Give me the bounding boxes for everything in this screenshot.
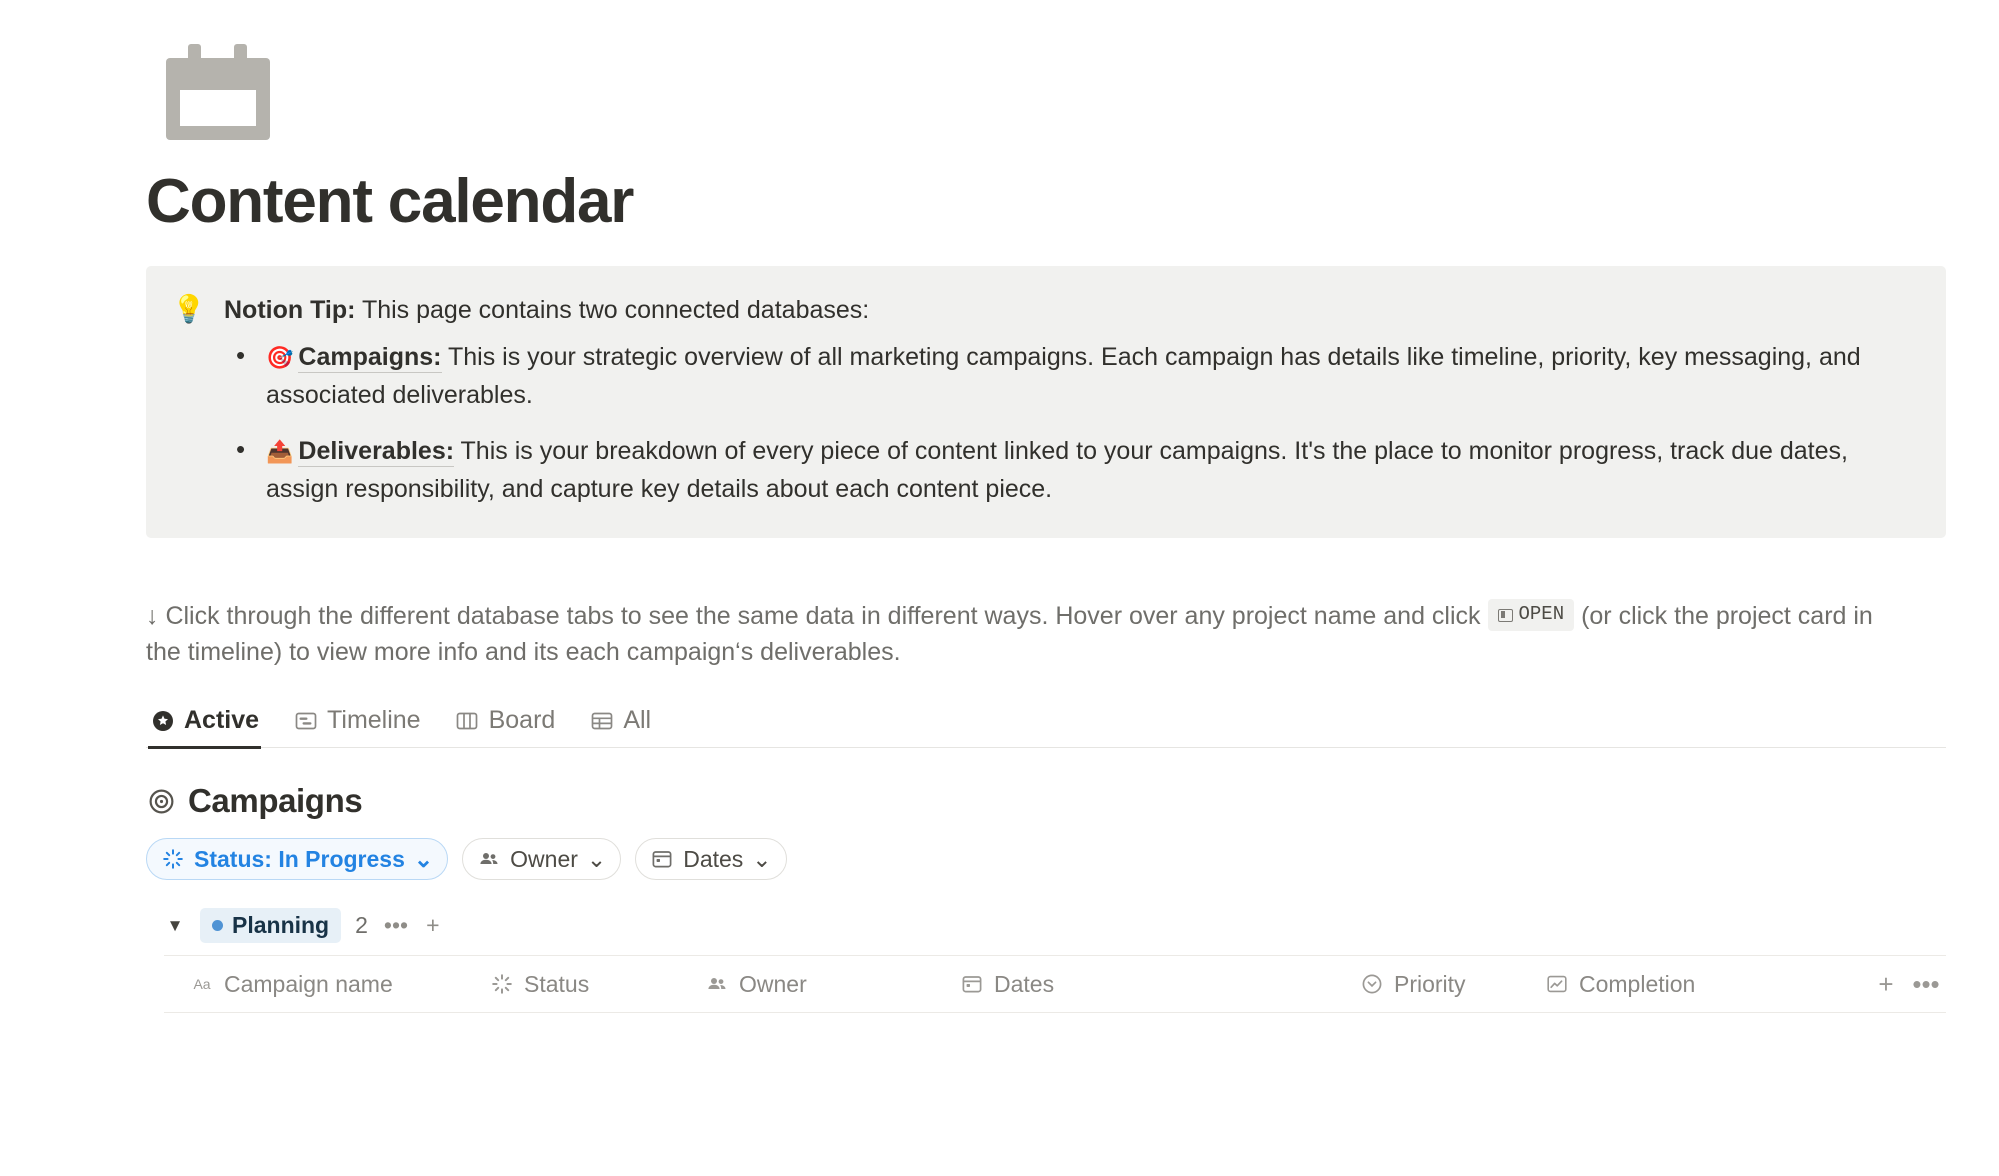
open-page-icon — [1498, 609, 1513, 622]
filter-label: Owner — [510, 845, 578, 872]
tab-board[interactable] — [453, 700, 558, 747]
database-view-tabs — [146, 700, 1946, 748]
column-label: Priority — [1394, 970, 1466, 997]
callout-lead — [224, 292, 1916, 330]
target-emoji-icon: 🎯 — [266, 344, 294, 370]
callout-lead-rest: This page contains two connected databases: — [355, 296, 870, 325]
chevron-down-icon: ⌄ — [413, 845, 434, 872]
star-badge-icon — [150, 708, 175, 733]
lightbulb-icon: 💡 — [172, 294, 206, 325]
status-badge — [200, 908, 341, 943]
instructions-after: (or click the project card in the timeline) to view more info and its each campaign‘s deliverables. — [146, 601, 1873, 666]
calendar-small-icon — [650, 847, 674, 871]
column-header-campaign-name[interactable] — [190, 971, 490, 998]
group-count: 2 — [355, 912, 368, 939]
svg-text:Aa: Aa — [193, 976, 211, 993]
tab-timeline[interactable] — [291, 700, 423, 747]
list-item — [266, 338, 1916, 414]
status-spinner-icon — [490, 972, 514, 996]
deliverables-db-link[interactable]: Deliverables: — [298, 436, 455, 465]
column-label: Campaign name — [224, 970, 393, 997]
filter-dates[interactable] — [635, 838, 786, 880]
timeline-icon — [293, 708, 318, 733]
instructions-text — [146, 598, 1906, 671]
tab-label: Active — [184, 706, 260, 735]
open-chip[interactable] — [1488, 599, 1575, 631]
column-header-completion[interactable] — [1545, 971, 1866, 998]
people-icon — [705, 972, 729, 996]
instructions-before: ↓ Click through the different database tabs to see the same data in different ways. Hover over any project name and click — [146, 601, 1481, 630]
column-label: Dates — [994, 970, 1055, 997]
chevron-down-icon: ⌄ — [752, 845, 772, 872]
column-header-owner[interactable] — [705, 971, 960, 998]
select-circle-icon — [1360, 972, 1384, 996]
tab-label: Board — [488, 706, 556, 735]
filter-status[interactable] — [146, 838, 448, 880]
database-title: Campaigns — [188, 782, 363, 820]
tab-label: All — [623, 706, 652, 735]
filter-owner[interactable] — [462, 838, 621, 880]
callout-list — [224, 338, 1916, 508]
status-dot-icon — [212, 920, 223, 931]
calendar-small-icon — [960, 972, 984, 996]
collapse-caret-icon[interactable]: ▼ — [166, 915, 184, 935]
tab-label: Timeline — [327, 706, 421, 735]
table-header-row — [164, 955, 1946, 1013]
outbox-emoji-icon: 📤 — [266, 438, 294, 464]
aa-text-icon — [190, 972, 214, 996]
rollup-chart-icon — [1545, 972, 1569, 996]
group-header-planning — [164, 908, 1946, 943]
page-title: Content calendar — [146, 167, 634, 236]
page-icon[interactable] — [166, 44, 272, 150]
status-label: Planning — [232, 912, 330, 939]
column-header-dates[interactable] — [960, 971, 1360, 998]
chevron-down-icon: ⌄ — [586, 845, 607, 872]
people-icon — [477, 847, 501, 871]
open-chip-label: OPEN — [1518, 603, 1565, 626]
column-header-priority[interactable] — [1360, 971, 1545, 998]
column-label: Owner — [739, 970, 807, 997]
target-icon — [146, 786, 176, 816]
list-item — [266, 432, 1916, 508]
deliverables-db-text: This is your breakdown of every piece of content linked to your campaigns. It's the place to monitor progress, track due dates, assign responsibility, and capture key details about each content piece. — [266, 436, 1848, 503]
add-column-button[interactable]: + — [1878, 968, 1894, 999]
filter-label: Status: In Progress — [194, 845, 405, 872]
table-icon — [589, 708, 614, 733]
column-label: Status — [524, 970, 590, 997]
filter-label: Dates — [683, 845, 744, 872]
campaigns-db-link[interactable]: Campaigns: — [298, 342, 442, 371]
notion-tip-callout — [146, 266, 1946, 538]
database-header — [146, 782, 1946, 820]
column-label: Completion — [1579, 970, 1696, 997]
group-add-icon[interactable]: + — [426, 912, 440, 939]
filter-bar — [146, 838, 1946, 880]
column-options-button[interactable]: ••• — [1912, 968, 1940, 999]
callout-lead-bold: Notion Tip: — [224, 296, 356, 325]
calendar-icon — [166, 44, 270, 140]
page-content — [146, 0, 1946, 1013]
column-header-status[interactable] — [490, 971, 705, 998]
campaigns-db-text: This is your strategic overview of all marketing campaigns. Each campaign has details like timeline, priority, key messaging, and associated deliverables. — [266, 342, 1861, 409]
tab-active[interactable] — [148, 700, 261, 747]
callout-body — [224, 292, 1916, 508]
board-icon — [455, 708, 480, 733]
group-options-icon[interactable]: ••• — [383, 912, 409, 939]
status-spinner-icon — [161, 847, 185, 871]
tab-all[interactable] — [587, 700, 653, 747]
